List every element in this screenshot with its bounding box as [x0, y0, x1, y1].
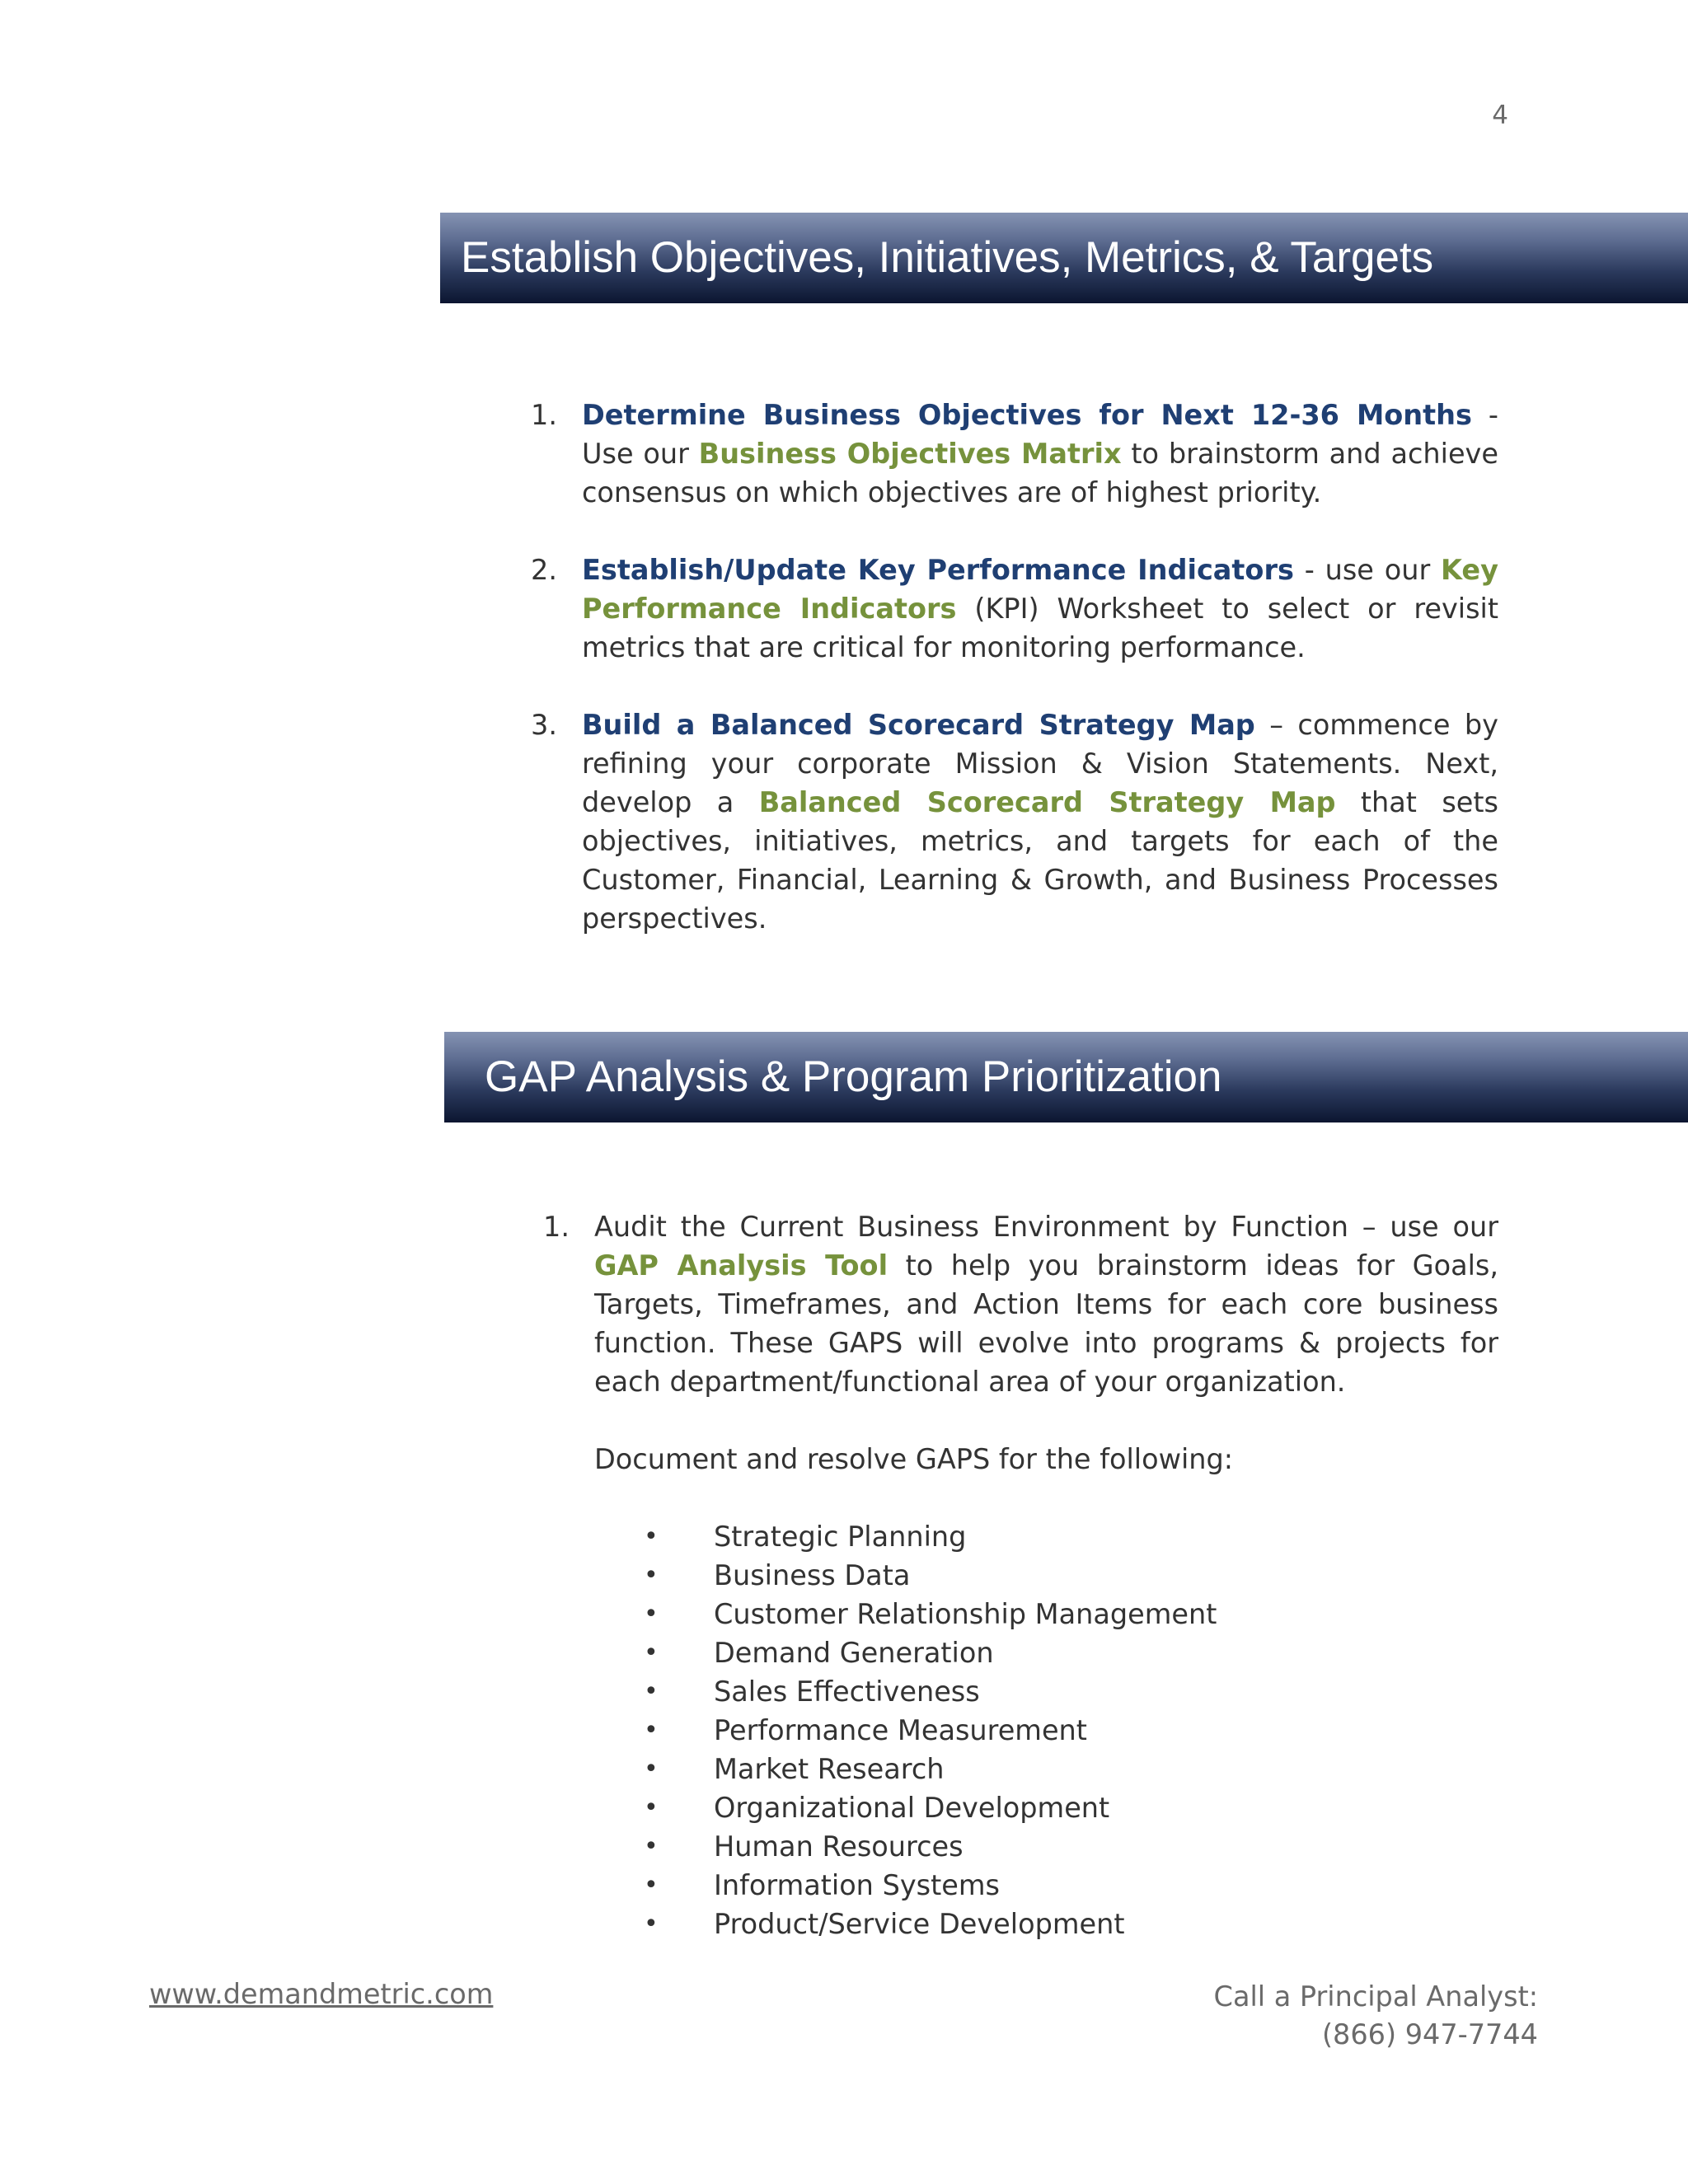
- list-item: [528, 551, 1498, 667]
- bullet-text: Strategic Planning: [714, 1521, 967, 1553]
- bullet-icon: •: [644, 1600, 659, 1629]
- website-link[interactable]: www.demandmetric.com: [149, 1978, 494, 2010]
- list-item: [594, 1750, 1498, 1788]
- item-text: to help you brainstorm ideas for Goals, Targets, Timeframes, and Action Items for each core business function. These GAPS will evolve into programs & projects for each department/functional area of your organization.: [594, 1249, 1499, 1398]
- bullet-text: Demand Generation: [714, 1637, 994, 1669]
- bullet-text: Human Resources: [714, 1830, 964, 1863]
- list-item: [594, 1788, 1498, 1827]
- page-number: 4: [1492, 101, 1508, 130]
- item-text: that sets objectives, initiatives, metrics, and targets for each of the Customer, Financial, Learning & Growth, and Business Processes perspectives.: [582, 786, 1498, 935]
- item-number: 2.: [531, 554, 557, 586]
- kpi-worksheet-link[interactable]: Key Performance Indicators: [582, 554, 1498, 625]
- section-banner-objectives: [440, 213, 1688, 303]
- bullet-text: Performance Measurement: [714, 1714, 1087, 1746]
- item-text: - Use our: [582, 399, 1498, 470]
- bullet-text: Business Data: [714, 1559, 911, 1591]
- phone-number: (866) 947-7744: [1321, 2018, 1538, 2050]
- item-text: to brainstorm and achieve consensus on which objectives are of highest priority.: [582, 438, 1498, 509]
- section-title: GAP Analysis & Program Prioritization: [485, 1052, 1222, 1101]
- bullet-icon: •: [644, 1755, 659, 1783]
- objectives-list: [528, 396, 1498, 977]
- bullet-text: Market Research: [714, 1753, 945, 1785]
- bullet-icon: •: [644, 1910, 659, 1938]
- contact-info: [1214, 1978, 1538, 2054]
- bullet-icon: •: [644, 1832, 659, 1861]
- item-number: 1.: [543, 1211, 570, 1243]
- list-item: [594, 1517, 1498, 1556]
- item-text: (KPI) Worksheet to select or revisit metrics that are critical for monitoring performance.: [582, 593, 1498, 663]
- bullet-text: Organizational Development: [714, 1792, 1110, 1824]
- list-item: [540, 1207, 1498, 1401]
- list-item: [594, 1595, 1498, 1633]
- item-heading: Build a Balanced Scorecard Strategy Map: [582, 709, 1255, 741]
- bullet-text: Sales Effectiveness: [714, 1675, 980, 1708]
- list-item: [594, 1711, 1498, 1750]
- list-item: [528, 705, 1498, 938]
- business-objectives-matrix-link[interactable]: Business Objectives Matrix: [698, 438, 1122, 470]
- bullet-icon: •: [644, 1522, 659, 1551]
- document-instruction: Document and resolve GAPS for the following:: [594, 1443, 1234, 1475]
- list-item: [594, 1866, 1498, 1905]
- bullet-text: Product/Service Development: [714, 1908, 1125, 1940]
- item-text: – commence by refining your corporate Mission & Vision Statements. Next, develop a: [582, 709, 1498, 818]
- item-text: - use our: [1293, 554, 1442, 586]
- item-number: 3.: [531, 709, 557, 741]
- bullet-icon: •: [644, 1716, 659, 1745]
- gap-analysis-tool-link[interactable]: GAP Analysis Tool: [594, 1249, 889, 1282]
- section-banner-gap-analysis: [444, 1032, 1688, 1122]
- strategy-map-link[interactable]: Balanced Scorecard Strategy Map: [758, 786, 1336, 818]
- gap-analysis-list: [540, 1207, 1498, 1943]
- list-item: [594, 1827, 1498, 1866]
- gap-details: [540, 1440, 1498, 1943]
- list-item: [594, 1905, 1498, 1943]
- call-label: Call a Principal Analyst:: [1213, 1980, 1538, 2013]
- item-number: 1.: [531, 399, 557, 431]
- bullet-text: Information Systems: [714, 1869, 1000, 1901]
- bullet-icon: •: [644, 1871, 659, 1900]
- list-item: [594, 1556, 1498, 1595]
- section-title: Establish Objectives, Initiatives, Metrics, & Targets: [461, 233, 1434, 282]
- list-item: [528, 396, 1498, 512]
- gap-function-list: [594, 1517, 1498, 1943]
- item-heading: Determine Business Objectives for Next 12-36 Months: [582, 399, 1472, 431]
- bullet-icon: •: [644, 1561, 659, 1590]
- bullet-icon: •: [644, 1793, 659, 1822]
- bullet-text: Customer Relationship Management: [714, 1598, 1217, 1630]
- list-item: [594, 1672, 1498, 1711]
- item-text: Audit the Current Business Environment by Function – use our: [594, 1211, 1498, 1243]
- bullet-icon: •: [644, 1638, 659, 1667]
- item-heading: Establish/Update Key Performance Indicators: [582, 554, 1294, 586]
- bullet-icon: •: [644, 1677, 659, 1706]
- list-item: [594, 1633, 1498, 1672]
